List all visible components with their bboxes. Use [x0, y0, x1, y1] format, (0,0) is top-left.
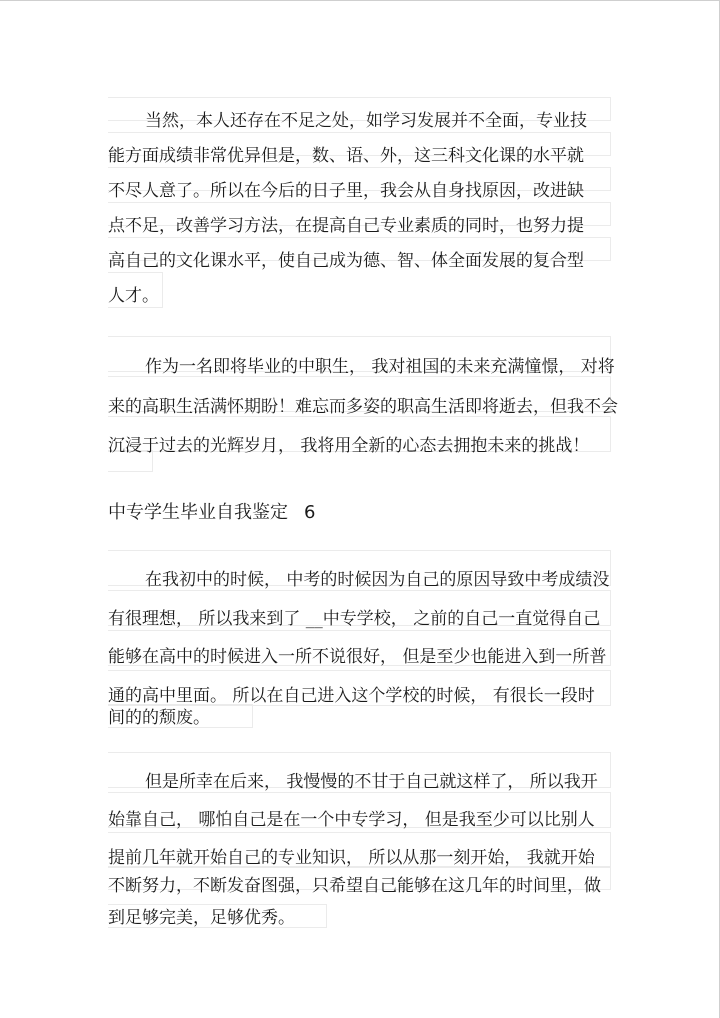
- section-heading: [108, 500, 315, 526]
- paragraph-4-line-1: 但是所幸在后来， 我慢慢的不甘于自己就这样了， 所以我开: [145, 772, 598, 792]
- paragraph-3-line-5: 间的的颓废。: [108, 708, 210, 728]
- paragraph-4-line-5: 到足够完美，足够优秀。: [108, 908, 295, 928]
- section-heading-number: 6: [304, 502, 316, 523]
- paragraph-1-line-5: 高自己的文化课水平，使自己成为德、智、体全面发展的复合型: [108, 251, 584, 271]
- paragraph-1-line-4: 点不足，改善学习方法，在提高自己专业素质的同时，也努力提: [108, 216, 584, 236]
- paragraph-4-line-4: 不断努力，不断发奋图强，只希望自己能够在这几年的时间里，做: [108, 876, 601, 896]
- paragraph-3-line-3: 能够在高中的时候进入一所不说很好， 但是至少也能进入到一所普: [108, 647, 607, 667]
- paragraph-1-line-1: 当然，本人还存在不足之处，如学习发展并不全面，专业技: [145, 111, 587, 131]
- paragraph-2-line-2: 来的高职生活满怀期盼！难忘而多姿的职高生活即将逝去，但我不会: [108, 397, 618, 417]
- page-border-top: [0, 0, 719, 1]
- paragraph-2-line-3: 沉浸于过去的光辉岁月， 我将用全新的心态去拥抱未来的挑战！: [108, 436, 590, 456]
- paragraph-2-line-1: 作为一名即将毕业的中职生， 我对祖国的未来充满憧憬， 对将: [145, 357, 615, 377]
- paragraph-3-line-2: 有很理想， 所以我来到了 __中专学校， 之前的自己一直觉得自己: [108, 609, 601, 629]
- paragraph-1-line-2: 能方面成绩非常优异但是，数、语、外，这三科文化课的水平就: [108, 146, 584, 166]
- paragraph-1-line-6: 人才。: [108, 286, 159, 306]
- paragraph-4-line-3: 提前几年就开始自己的专业知识， 所以从那一刻开始， 我就开始: [108, 848, 595, 868]
- paragraph-3-line-4: 通的高中里面。 所以在自己进入这个学校的时候， 有很长一段时: [108, 686, 595, 706]
- paragraph-3-line-1: 在我初中的时候， 中考的时候因为自己的原因导致中考成绩没: [145, 570, 610, 590]
- section-heading-title: 中专学生毕业自我鉴定: [108, 502, 288, 523]
- paragraph-4-line-2: 始靠自己， 哪怕自己是在一个中专学习， 但是我至少可以比别人: [108, 810, 595, 830]
- paragraph-1-line-3: 不尽人意了。所以在今后的日子里，我会从自身找原因，改进缺: [108, 181, 584, 201]
